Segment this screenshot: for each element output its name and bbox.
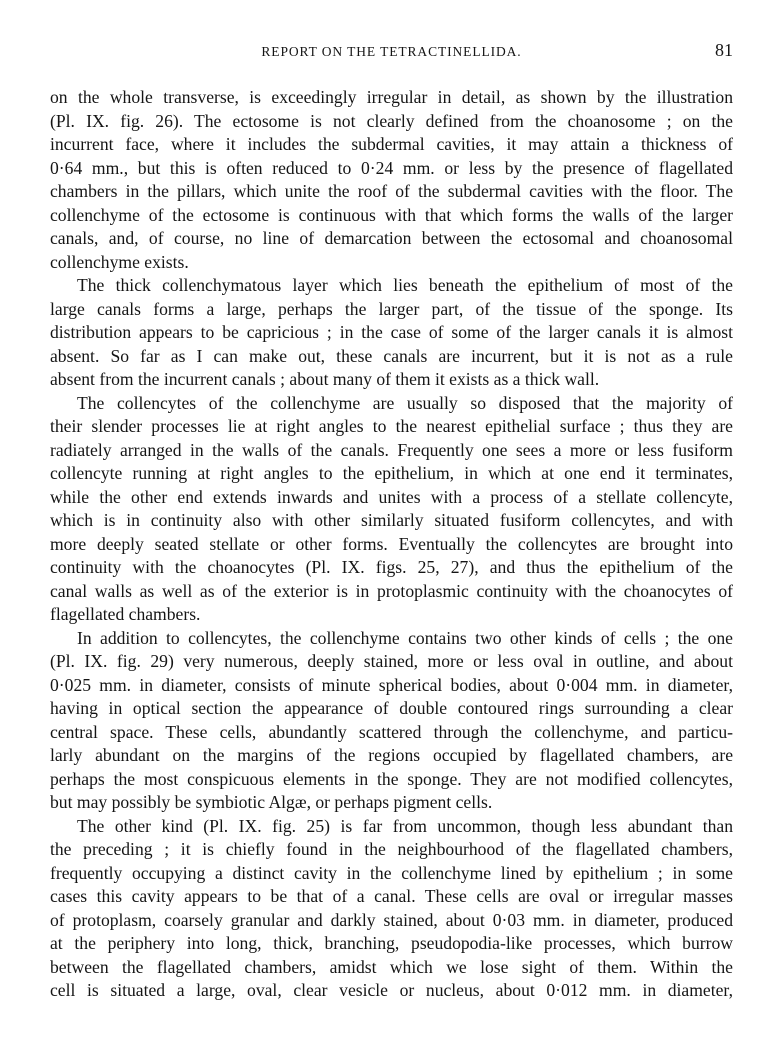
text-line: larly abundant on the margins of the regions occupied by flagellated chambers, are (50, 745, 733, 765)
text-line: having in optical section the appearance of double contoured rings surrounding a clear (50, 698, 733, 718)
text-line: absent. So far as I can make out, these canals are incurrent, but it is not as a rule (50, 345, 733, 366)
text-line: canals, and, of course, no line of demarcation between the ectosomal and choanosomal (50, 228, 733, 248)
text-line: collencyte running at right angles to the epithelium, in which at one end it terminates, (50, 463, 733, 483)
running-title: REPORT ON THE TETRACTINELLIDA. (261, 44, 522, 59)
text-line: 0·025 mm. in diameter, consists of minute spherical bodies, about 0·004 mm. in diameter, (50, 674, 733, 695)
text-line: The collencytes of the collenchyme are usually so disposed that the majority of (77, 392, 733, 413)
text-line: flagellated chambers. (50, 604, 201, 624)
text-line: between the flagellated chambers, amidst which we lose sight of them. Within the (50, 956, 733, 977)
paragraph (50, 86, 733, 274)
text-line: canal walls as well as of the exterior is in protoplasmic continuity with the choanocytes of (50, 580, 733, 601)
text-line: collenchyme of the ectosome is continuous with that which forms the walls of the larger (50, 204, 733, 225)
text-line: cell is situated a large, oval, clear vesicle or nucleus, about 0·012 mm. in diameter, (50, 980, 733, 1000)
text-line: frequently occupying a distinct cavity in the collenchyme lined by epithelium ; in some (50, 862, 733, 883)
text-line: cases this cavity appears to be that of a canal. These cells are oval or irregular masses (50, 886, 733, 906)
text-line: The other kind (Pl. IX. fig. 25) is far from uncommon, though less abundant than (77, 815, 733, 836)
text-line: collenchyme exists. (50, 251, 189, 272)
paragraph (50, 392, 733, 627)
text-line: at the periphery into long, thick, branching, pseudopodia-like processes, which burrow (50, 933, 733, 953)
text-line: the preceding ; it is chiefly found in the neighbourhood of the flagellated chambers, (50, 839, 733, 859)
text-line: their slender processes lie at right angles to the nearest epithelial surface ; thus they are (50, 416, 733, 436)
text-line: large canals forms a large, perhaps the larger part, of the tissue of the sponge. Its (50, 298, 733, 319)
text-line: which is in continuity also with other similarly situated fusiform collencytes, and with (50, 510, 733, 530)
text-line: distribution appears to be capricious ; in the case of some of the larger canals it is almost (50, 322, 733, 342)
paragraph (50, 815, 733, 1003)
text-line: continuity with the choanocytes (Pl. IX. figs. 25, 27), and thus the epithelium of the (50, 557, 733, 577)
text-line: In addition to collencytes, the collenchyme contains two other kinds of cells ; the one (77, 627, 733, 648)
text-line: perhaps the most conspicuous elements in the sponge. They are not modified collencytes, (50, 768, 733, 789)
text-line: on the whole transverse, is exceedingly irregular in detail, as shown by the illustration (50, 87, 733, 107)
text-line: chambers in the pillars, which unite the roof of the subdermal cavities with the floor. The (50, 181, 733, 201)
text-line: 0·64 mm., but this is often reduced to 0·24 mm. or less by the presence of flagellated (50, 157, 733, 178)
page-header (50, 40, 733, 62)
text-line: (Pl. IX. fig. 26). The ectosome is not clearly defined from the choanosome ; on the (50, 110, 733, 131)
paragraph (50, 627, 733, 815)
text-line: while the other end extends inwards and unites with a process of a stellate collencyte, (50, 486, 733, 507)
page-number: 81 (715, 40, 733, 60)
body-text (50, 86, 733, 1003)
paragraph (50, 274, 733, 392)
text-line: The thick collenchymatous layer which lies beneath the epithelium of most of the (77, 275, 733, 295)
text-line: radiately arranged in the walls of the canals. Frequently one sees a more or less fusiform (50, 439, 733, 460)
text-line: central space. These cells, abundantly scattered through the collenchyme, and particu- (50, 721, 733, 742)
text-line: but may possibly be symbiotic Algæ, or perhaps pigment cells. (50, 792, 493, 812)
text-line: absent from the incurrent canals ; about many of them it exists as a thick wall. (50, 369, 600, 389)
text-line: more deeply seated stellate or other forms. Eventually the collencytes are brought into (50, 533, 733, 554)
text-line: incurrent face, where it includes the subdermal cavities, it may attain a thickness of (50, 134, 733, 154)
text-line: (Pl. IX. fig. 29) very numerous, deeply stained, more or less oval in outline, and about (50, 651, 733, 671)
text-line: of protoplasm, coarsely granular and darkly stained, about 0·03 mm. in diameter, produced (50, 909, 733, 930)
